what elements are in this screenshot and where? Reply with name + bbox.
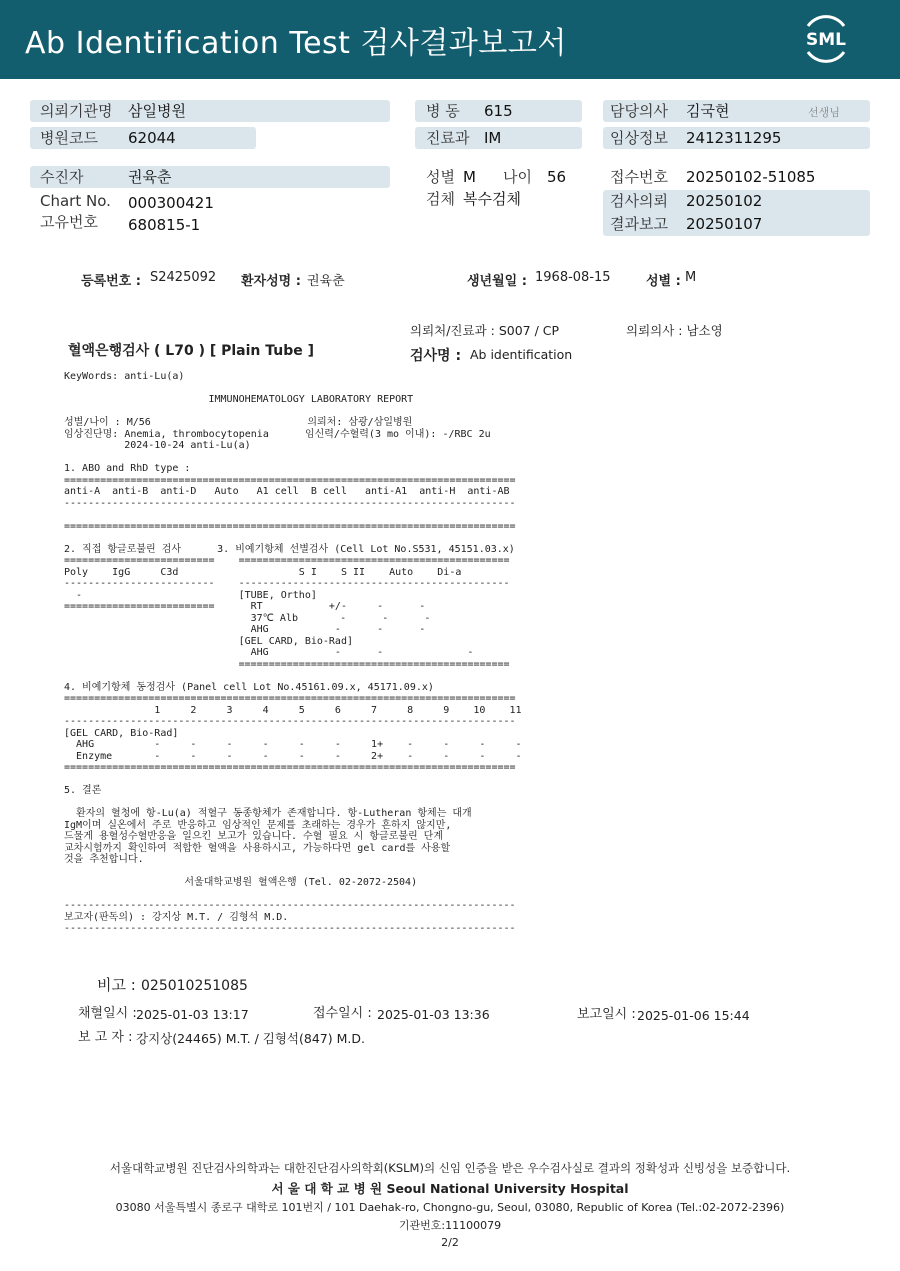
sex-label: 성별 [426,168,455,186]
info-bg [30,166,390,188]
report-line: =========================================================================== [64,693,516,704]
report-line: 것을 추천합니다. [64,854,144,865]
report-header [0,0,900,79]
report-line: IMMUNOHEMATOLOGY LABORATORY REPORT [64,394,414,405]
age-value: 56 [547,168,567,186]
footer-inst-no: 기관번호:11100079 [398,1219,502,1232]
note-label: 비고 : [97,976,136,994]
report-line [64,383,522,395]
report-line: Enzyme - - - - - - 2+ - - - - [64,750,522,762]
clinical-value: 2412311295 [686,129,782,147]
report-line: ------------------------- --------------------------------------------- [64,578,510,589]
report-line [64,774,522,786]
dept-value: IM [484,129,502,147]
report-line: 성별/나이 : M/56 의뢰처: 삼광/삼일병원 [64,417,413,428]
report-line: 드물게 용혈성수혈반응을 일으킨 보고가 있습니다. 수혈 필요 시 항글로불린 단계 [64,831,443,842]
clinical-label: 임상정보 [610,129,668,147]
specimen-value: 복수검체 [463,190,521,208]
dob-value: 1968-08-15 [535,270,611,285]
report-line: 4. 비예기항체 동정검사 (Panel cell Lot No.45161.09.x, 45171.09.x) [64,681,434,693]
report-line: 2. 직접 항글로불린 검사 3. 비예기항체 선별검사 (Cell Lot No.S531, 45151.03.x) [64,543,515,555]
report-line: 2024-10-24 anti-Lu(a) [64,440,251,451]
age-label: 나이 [503,168,532,186]
name-label: 환자성명 : [241,274,301,289]
report-line: anti-A anti-B anti-D Auto A1 cell B cell anti-A1 anti-H anti-AB [64,486,510,497]
hospital-code-value: 62044 [128,129,176,147]
footer-page: 2/2 [441,1236,459,1249]
footer-address: 03080 서울특별시 종로구 대학로 101번지 / 101 Daehak-ro, Chongno-gu, Seoul, 03080, Republic of Korea (Tel.:02-2072-2396) [115,1201,785,1214]
report-time-value: 2025-01-06 15:44 [637,1008,750,1023]
test-group: 혈액은행검사 ( L70 ) [ Plain Tube ] [68,343,315,359]
id-value: 680815-1 [128,216,201,234]
report-line: ============================================= [64,658,510,670]
receipt-time-value: 2025-01-03 13:36 [377,1007,490,1022]
doctor-value: 김국현 [686,102,730,120]
report-line [64,406,522,418]
chart-label: Chart No. [40,192,111,210]
doctor-label: 담당의사 [610,102,668,120]
report-line: =========================================================================== [64,520,516,532]
report-line: KeyWords: anti-Lu(a) [64,371,185,382]
report-line: --------------------------------------------------------------------------- [64,900,516,911]
report-line: 5. 결론 [64,785,102,796]
report-line: --------------------------------------------------------------------------- [64,497,516,509]
report-label: 결과보고 [610,215,668,233]
regno-value: S2425092 [150,270,217,285]
ward-value: 615 [484,102,513,120]
draw-label: 채혈일시 : [78,1006,137,1021]
report-line: 환자의 혈청에 항-Lu(a) 적혈구 동종항체가 존재합니다. 항-Lutheran 항체는 대개 [64,808,472,819]
test-name-value: Ab identification [470,347,573,362]
report-line: 보고자(판독의) : 강지상 M.T. / 김형석 M.D. [64,911,289,923]
report-value: 20250107 [686,215,763,233]
request-label: 검사의뢰 [610,192,668,210]
note-value: 025010251085 [141,978,248,994]
report-line: AHG - - - [64,624,426,635]
report-line [64,670,522,682]
report-line: 37℃ Alb - - - [64,612,431,624]
dept-label: 진료과 [426,129,470,147]
institution-label: 의뢰기관명 [40,102,113,120]
report-line: =========================================================================== [64,474,516,486]
dob-label: 생년월일 : [467,274,527,289]
report-line: 서울대학교병원 혈액은행 (Tel. 02-2072-2504) [64,877,418,888]
report-line: AHG - - - [64,647,474,658]
sex-value: M [463,168,476,186]
lab-report-body [64,371,522,935]
report-line [64,866,522,878]
ward-label: 병 동 [426,102,460,120]
report-line: [GEL CARD, Bio-Rad] [64,635,353,647]
report-line: ========================= RT +/- - - [64,601,426,612]
report-line: IgM이며 실온에서 주로 반응하고 임상적인 문제를 초래하는 경우가 흔하지 않지만, [64,819,452,831]
reg-sex-label: 성별 : [646,274,681,289]
doctor-suffix: 선생님 [808,106,840,119]
report-line: 교차시험까지 확인하여 적합한 혈액을 사용하시고, 가능하다면 gel card를 사용할 [64,842,451,854]
report-line [64,452,522,464]
report-line [64,797,522,809]
receipt-label: 접수번호 [610,168,668,186]
name-value: 권육춘 [307,274,345,289]
report-line: --------------------------------------------------------------------------- [64,716,516,727]
report-line: 1. ABO and RhD type : [64,463,191,474]
request-value: 20250102 [686,192,763,210]
institution-value: 삼일병원 [128,102,186,120]
report-line: 1 2 3 4 5 6 7 8 9 10 11 [64,704,522,716]
report-line [64,889,522,901]
report-line: =========================================================================== [64,762,516,773]
report-line [64,532,522,544]
regno-label: 등록번호 : [81,274,141,289]
footer-hospital: 서 울 대 학 교 병 원 Seoul National University Hospital [271,1181,629,1196]
hospital-code-label: 병원코드 [40,129,98,147]
report-line: ========================= ============================================= [64,555,510,566]
specimen-label: 검체 [426,190,455,208]
patient-label: 수진자 [40,168,84,186]
receipt-value: 20250102-51085 [686,168,816,186]
report-title: Ab Identification Test 검사결과보고서 [25,26,567,61]
patient-value: 권육춘 [128,168,172,186]
report-line [64,509,522,521]
report-line: [GEL CARD, Bio-Rad] [64,727,179,739]
footer-certification: 서울대학교병원 진단검사의학과는 대한진단검사의학회(KSLM)의 신임 인증을 받은 우수검사실로 결과의 정확성과 신빙성을 보증합니다. [109,1161,791,1175]
report-line: --------------------------------------------------------------------------- [64,923,516,934]
report-line: Poly IgG C3d S I S II Auto Di-a [64,566,462,578]
reg-sex-value: M [685,270,697,285]
report-line: AHG - - - - - - 1+ - - - - [64,739,522,750]
report-time-label: 보고일시 : [577,1007,636,1022]
reporter-value: 강지상(24465) M.T. / 김형석(847) M.D. [136,1031,365,1046]
report-line: 임상진단명: Anemia, thrombocytopenia 임신력/수혈력(3 mo 이내): -/RBC 2u [64,428,491,440]
test-name-label: 검사명 : [410,348,462,364]
receipt-time-label: 접수일시 : [313,1006,372,1021]
report-line: - [TUBE, Ortho] [64,589,317,601]
reporter-label: 보 고 자 : [78,1030,133,1045]
logo-text: SML [806,30,846,50]
sml-logo [800,12,852,64]
id-label: 고유번호 [40,213,98,231]
draw-value: 2025-01-03 13:17 [136,1007,249,1022]
chart-value: 000300421 [128,194,214,212]
dept-text: 의뢰처/진료과 : S007 / CP [410,323,560,338]
requesting-doctor: 의뢰의사 : 남소영 [626,323,723,338]
